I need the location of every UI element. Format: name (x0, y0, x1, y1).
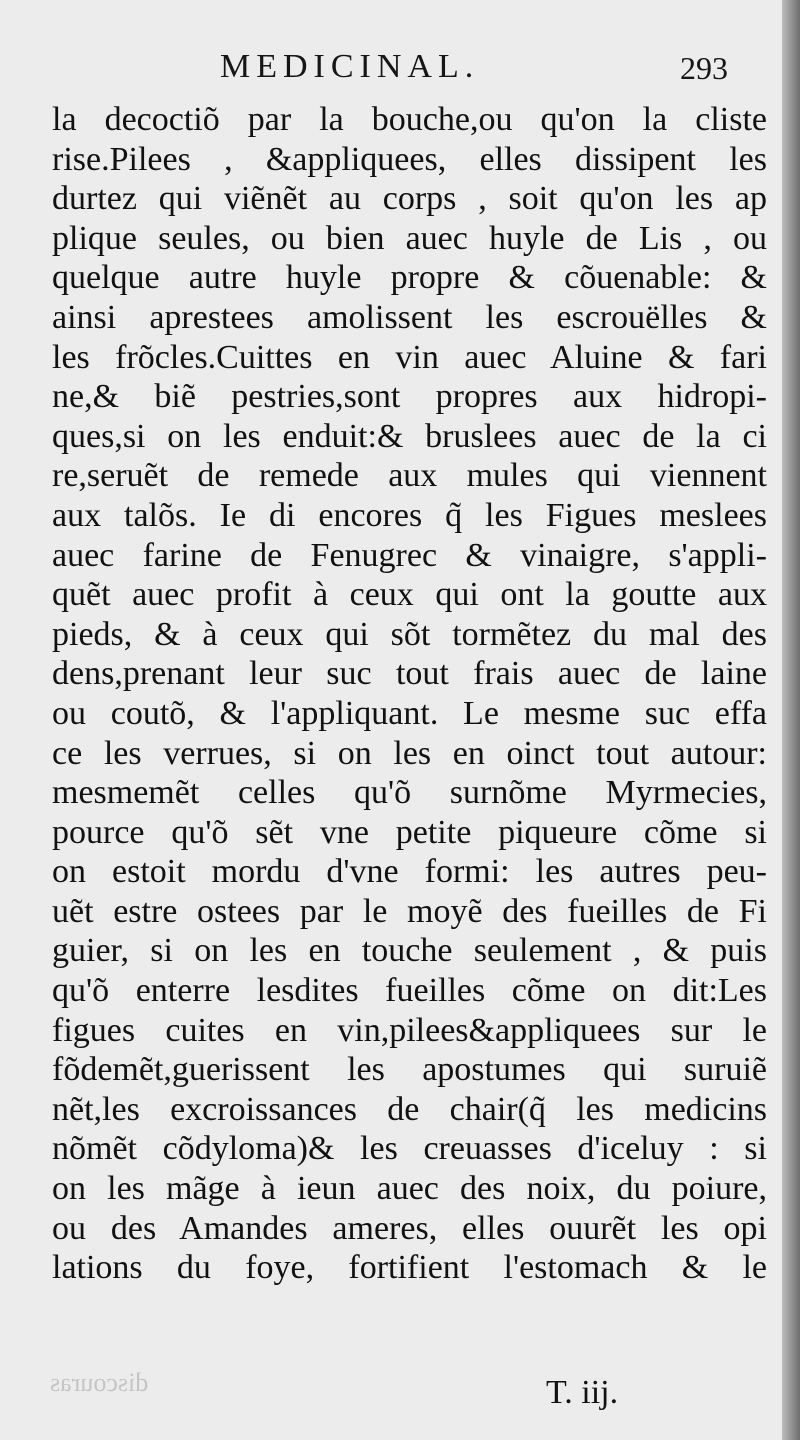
text-line: les frõcles.Cuittes en vin auec Aluine & fari (52, 338, 767, 376)
text-line: pource qu'õ sẽt vne petite piqueure cõme si (52, 813, 767, 851)
text-line: dens,prenant leur suc tout frais auec de laine (52, 655, 767, 693)
text-line: ou coutõ, & l'appliquant. Le mesme suc effa (52, 694, 767, 732)
text-line: ainsi aprestees amolissent les escrouëlles & (52, 298, 767, 336)
page-number: 293 (680, 50, 728, 86)
text-line: nẽt,les excroissances de chair(q̃ les medicins (52, 1090, 767, 1128)
text-line: mesmemẽt celles qu'õ surnõme Myrmecies, (52, 774, 767, 812)
body-text (52, 100, 767, 1288)
text-line: on les mãge à ieun auec des noix, du poiure, (52, 1170, 767, 1208)
text-line: fõdemẽt,guerissent les apostumes qui suruiẽ (52, 1051, 767, 1089)
text-line: la decoctiõ par la bouche,ou qu'on la cliste (52, 101, 767, 138)
text-line: lations du foye, fortifient l'estomach & le (52, 1249, 767, 1287)
running-title: MEDICINAL. (220, 48, 480, 85)
page-edge (782, 0, 800, 1440)
text-line: ou des Amandes ameres, elles ouurẽt les opi (52, 1209, 767, 1247)
text-line: qu'õ enterre lesdites fueilles cõme on dit:Les (52, 972, 767, 1010)
page-header (0, 42, 782, 92)
text-line: pieds, & à ceux qui sõt tormẽtez du mal des (52, 615, 767, 653)
text-line: rise.Pilees , &appliquees, elles dissipent les (52, 140, 767, 178)
text-line: uẽt estre ostees par le moyẽ des fueilles de Fi (52, 892, 767, 930)
text-line: ques,si on les enduit:& bruslees auec de la ci (52, 417, 767, 455)
text-line: ce les verrues, si on les en oinct tout autour: (52, 734, 767, 772)
text-line: quelque autre huyle propre & cõuenable: & (52, 259, 767, 297)
text-line: aux talõs. Ie di encores q̃ les Figues meslees (52, 496, 767, 534)
text-line: quẽt auec profit à ceux qui ont la goutte aux (52, 576, 767, 614)
text-line: ne,& biẽ pestries,sont propres aux hidropi- (52, 378, 767, 416)
text-line: figues cuites en vin,pilees&appliquees sur le (52, 1011, 767, 1049)
bleed-through-text: discouras (50, 1368, 149, 1397)
text-line: guier, si on les en touche seulement , & puis (52, 932, 767, 970)
text-line: auec farine de Fenugrec & vinaigre, s'appli- (52, 536, 767, 574)
text-line: re,seruẽt de remede aux mules qui viennent (52, 457, 767, 495)
text-line: plique seules, ou bien auec huyle de Lis , ou (52, 219, 767, 257)
signature-mark: T. iij. (546, 1374, 619, 1411)
text-line: on estoit mordu d'vne formi: les autres peu- (52, 853, 767, 891)
text-line: durtez qui viẽnẽt au corps , soit qu'on les ap (52, 180, 767, 218)
text-line: nõmẽt cõdyloma)& les creuasses d'iceluy : si (52, 1130, 767, 1168)
